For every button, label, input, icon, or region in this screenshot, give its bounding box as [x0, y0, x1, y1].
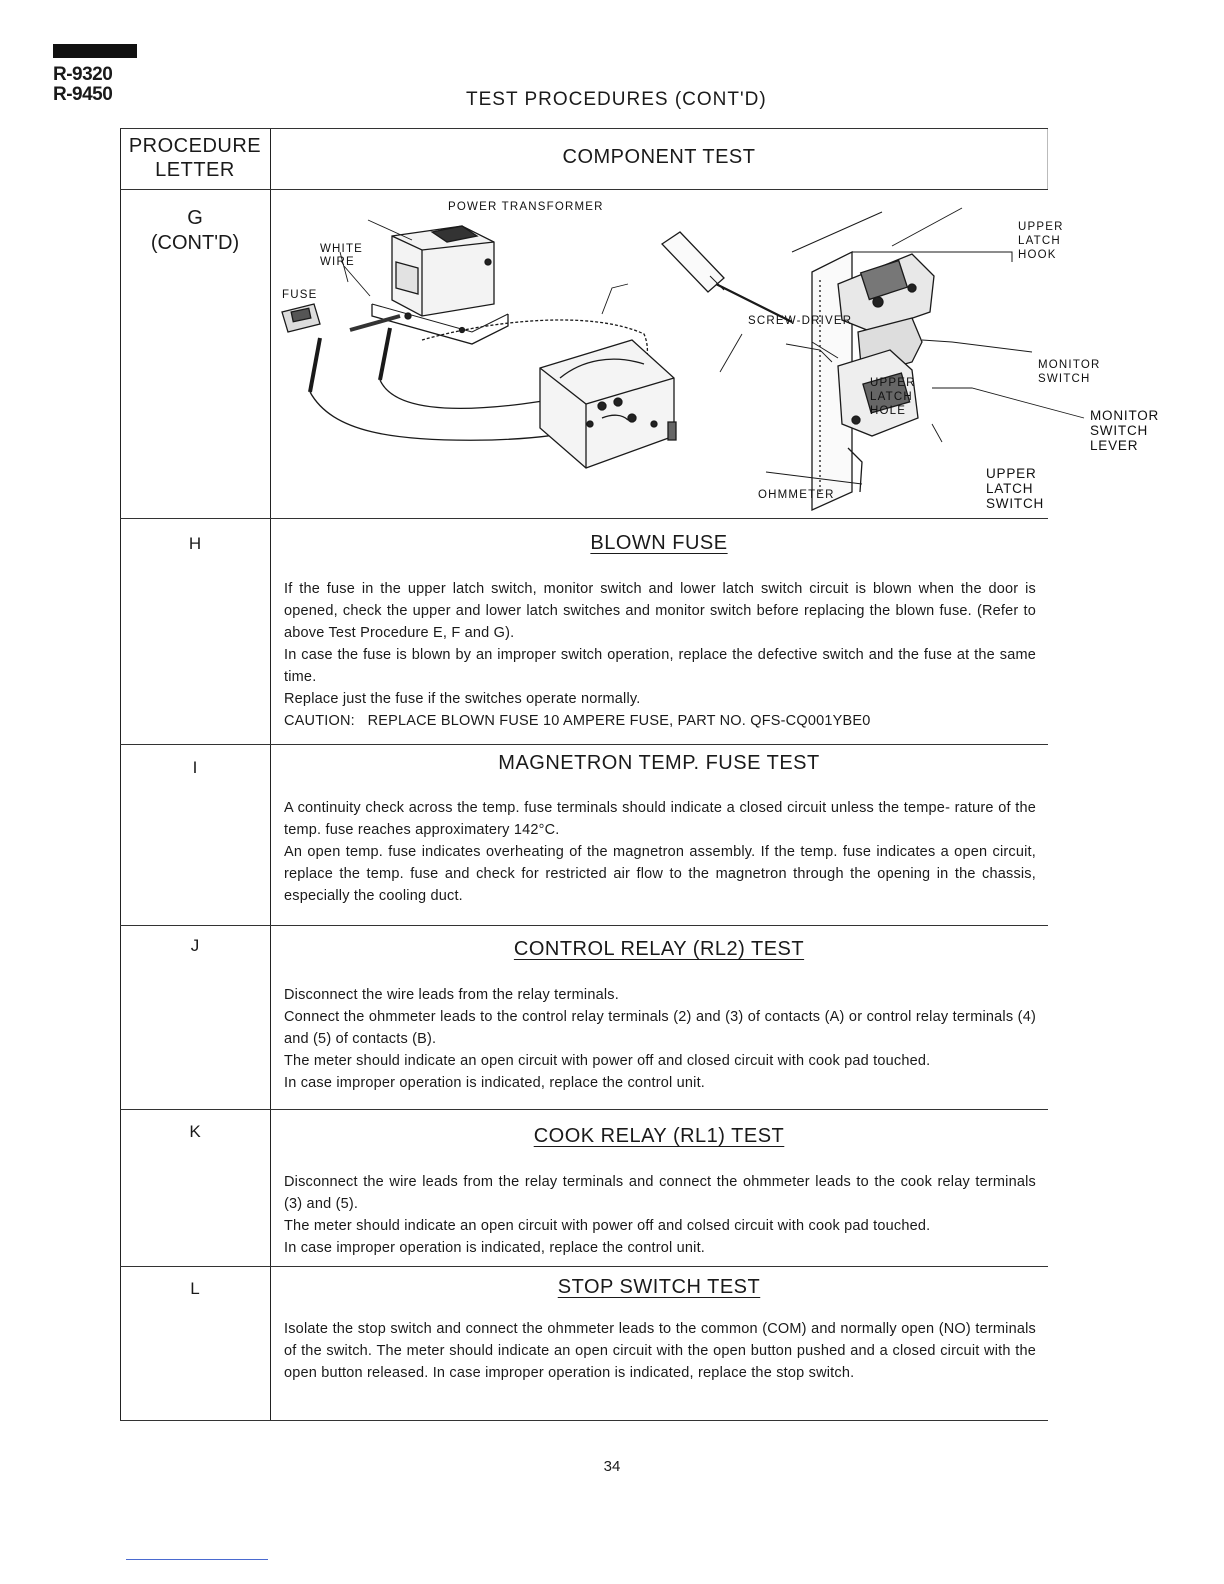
procedure-letter-header-line-1: PROCEDURE — [128, 135, 262, 157]
row-rule-i — [120, 925, 1048, 926]
section-title-h-text: BLOWN FUSE — [590, 532, 728, 554]
label-upper-latch-hook-3: HOOK — [1018, 249, 1057, 261]
paragraph: If the fuse in the upper latch switch, monitor switch and lower latch switch circuit is blown when the door is opened, check the upper and lower latch switches and monitor switch before replacing the blown fuse. (Refer to above Test Procedure E, F and G). — [284, 581, 1036, 641]
switch-test-diagram — [272, 192, 1160, 518]
section-body-j — [284, 984, 1036, 1094]
procedure-letter-header — [120, 134, 270, 182]
label-screw-driver: SCREW-DRIVER — [748, 315, 853, 327]
table-top-border — [120, 128, 1048, 129]
label-upper-latch-hook-2: LATCH — [1018, 235, 1061, 247]
label-monitor-switch-2: SWITCH — [1038, 373, 1091, 385]
model-number-2: R-9450 — [53, 84, 113, 105]
ohmmeter-illustration — [540, 340, 676, 468]
table-bottom-border — [120, 1420, 1048, 1421]
label-upper-latch-switch-3: SWITCH — [986, 496, 1045, 511]
label-monitor-switch-lever-2: SWITCH — [1090, 423, 1149, 438]
label-monitor-switch-1: MONITOR — [1038, 359, 1101, 371]
label-fuse: FUSE — [282, 289, 318, 301]
procedure-letter-g-line-1: G — [187, 207, 203, 229]
fuse-illustration — [282, 304, 400, 332]
label-upper-latch-hole-2: LATCH — [870, 391, 913, 403]
procedure-letter-k: K — [189, 1122, 201, 1141]
page-title: TEST PROCEDURES (CONT'D) — [466, 89, 767, 110]
section-title-i — [270, 752, 1048, 775]
procedure-letter-g-line-2: (CONT'D) — [150, 232, 240, 254]
caution-note: CAUTION: REPLACE BLOWN FUSE 10 AMPERE FUSE, PART NO. QFS-CQ001YBE0 — [284, 713, 871, 729]
section-body-l — [284, 1318, 1036, 1384]
section-body-i — [284, 797, 1036, 907]
paragraph: In case improper operation is indicated, replace the control unit. — [284, 1075, 706, 1091]
paragraph: An open temp. fuse indicates overheating of the magnetron assembly. If the temp. fuse indicates a open circuit, replace the temp. fuse and check for restricted air flow to the magnetron through the opening in the chassis, especially the cooling duct. — [284, 844, 1036, 904]
section-title-i-text: MAGNETRON TEMP. FUSE TEST — [498, 752, 820, 774]
procedure-letter-header-line-2: LETTER — [155, 159, 235, 181]
procedure-letter-g — [120, 206, 270, 256]
procedure-letter-h: H — [188, 534, 202, 553]
row-rule-k — [120, 1266, 1048, 1267]
header-black-bar — [53, 44, 137, 58]
section-title-j-text: CONTROL RELAY (RL2) TEST — [513, 938, 805, 960]
procedure-letter-i: I — [192, 758, 198, 777]
section-title-h — [270, 532, 1048, 555]
paragraph: In case the fuse is blown by an improper switch operation, replace the defective switch and the fuse at the same time. — [284, 647, 1036, 685]
paragraph: In case improper operation is indicated, replace the control unit. — [284, 1240, 706, 1256]
section-title-j — [270, 938, 1048, 961]
paragraph: Disconnect the wire leads from the relay terminals. — [284, 987, 619, 1003]
label-upper-latch-hole-3: HOLE — [870, 405, 907, 417]
component-test-header: COMPONENT TEST — [562, 146, 756, 168]
label-white-wire-2: WIRE — [320, 256, 355, 268]
label-monitor-switch-lever-1: MONITOR — [1090, 408, 1160, 423]
label-white-wire-1: WHITE — [320, 243, 364, 255]
row-rule-h — [120, 744, 1048, 745]
header-rule — [120, 189, 1048, 190]
label-upper-latch-switch-2: LATCH — [986, 481, 1034, 496]
section-body-k — [284, 1171, 1036, 1259]
procedure-letter-l: L — [190, 1279, 200, 1298]
diagram-labels-large — [986, 408, 1159, 511]
section-body-h — [284, 578, 1036, 732]
section-title-l — [270, 1276, 1048, 1299]
section-title-k-text: COOK RELAY (RL1) TEST — [533, 1125, 785, 1147]
label-monitor-switch-lever-3: LEVER — [1090, 438, 1139, 453]
label-ohmmeter: OHMMETER — [758, 489, 835, 501]
label-upper-latch-switch-1: UPPER — [986, 466, 1037, 481]
row-rule-j — [120, 1109, 1048, 1110]
paragraph: A continuity check across the temp. fuse terminals should indicate a closed circuit unless the tempe- rature of the temp. fuse reaches approximatery 142°C. — [284, 800, 1036, 838]
label-power-transformer: POWER TRANSFORMER — [448, 201, 604, 213]
screwdriver-illustration — [662, 232, 792, 322]
row-rule-g — [120, 518, 1048, 519]
procedure-letter-j: J — [190, 936, 200, 955]
paragraph: The meter should indicate an open circuit with power off and colsed circuit with cook pad touched. — [284, 1218, 931, 1234]
section-title-l-text: STOP SWITCH TEST — [557, 1276, 761, 1298]
page-number: 34 — [603, 1458, 621, 1475]
paragraph: Disconnect the wire leads from the relay terminals and connect the ohmmeter leads to the cook relay terminals (3) and (5). — [284, 1174, 1036, 1212]
paragraph: Connect the ohmmeter leads to the control relay terminals (2) and (3) of contacts (A) or control relay terminals (4) and (5) of contacts (B). — [284, 1009, 1036, 1047]
model-number-1: R-9320 — [53, 64, 113, 85]
latch-assembly-illustration — [792, 212, 1012, 510]
label-upper-latch-hole-1: UPPER — [870, 377, 916, 389]
paragraph: The meter should indicate an open circuit with power off and closed circuit with cook pad touched. — [284, 1053, 931, 1069]
label-upper-latch-hook-1: UPPER — [1018, 221, 1064, 233]
paragraph: Isolate the stop switch and connect the ohmmeter leads to the common (COM) and normally open (NO) terminals of the switch. The meter should indicate an open circuit with the open button pushed and a closed circuit with the open button released. In case improper operation is indicated, replace the stop switch. — [284, 1321, 1036, 1381]
footer-rule — [126, 1559, 268, 1560]
section-title-k — [270, 1125, 1048, 1148]
paragraph: Replace just the fuse if the switches operate normally. — [284, 691, 641, 707]
